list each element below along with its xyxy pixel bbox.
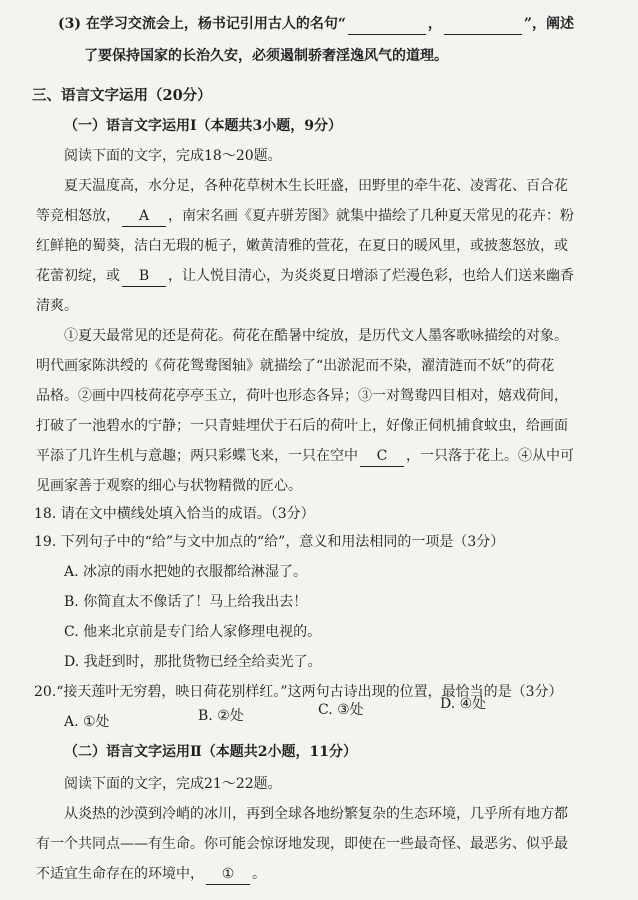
section-heading: 三、语言文字运用（20分） [32,87,212,104]
question-19-stem: 19. 下列句子中的“给”与文中加点的“给”，意义和用法相同的一项是（3分） [34,534,505,550]
p2-line-1: ①夏天最常见的还是荷花。荷花在酷暑中绽放，是历代文人墨客歌咏描绘的对象。 [64,328,568,344]
blank-c: C [360,446,404,467]
p3-line-3: 不适宜生命存在的环境中， ① 。 [36,864,266,885]
p2-line-5: 平添了几许生机与意趣；两只彩蝶飞来，一只在空中 C ，一只落于花上。④从中可 [36,446,574,467]
p3-line-2: 有一个共同点——有生命。你可能会惊讶地发现，即使在一些最奇怪、最恶劣、似乎最 [36,836,568,852]
q3-line-1 [58,14,574,35]
q3-blank-1 [348,14,426,35]
question-20-option-d: D. ④处 [440,696,487,712]
subsection-1-heading: （一）语言文字运用Ⅰ（本题共3小题，9分） [64,118,343,134]
question-19-option-b: B. 你简直太不像话了！马上给我出去！ [64,594,308,610]
p1-line-5: 清爽。 [36,298,78,314]
q3-text-b: ”，阐述 [523,16,574,32]
blank-1: ① [206,864,250,885]
question-18: 18. 请在文中横线处填入恰当的成语。（3分） [34,506,315,522]
blank-b: B [122,266,166,287]
question-20-stem: 20.“接天莲叶无穷碧，映日荷花别样红。”这两句古诗出现的位置，最恰当的是（3分） [34,684,563,700]
question-19-option-d: D. 我赶到时，那批货物已经全给卖光了。 [64,654,322,670]
q3-text-a: (3) 在学习交流会上，杨书记引用古人的名句“ [58,16,346,32]
reading-intro-1: 阅读下面的文字，完成18～20题。 [64,148,282,164]
p2-line-2: 明代画家陈洪绶的《荷花鸳鸯图轴》就描绘了“出淤泥而不染，濯清涟而不妖”的荷花 [36,358,555,374]
reading-intro-2: 阅读下面的文字，完成21～22题。 [64,776,282,792]
p2-line-3: 品格。②画中四枝荷花亭亭玉立，荷叶也形态各异；③一对鸳鸯四目相对，嬉戏荷间， [36,388,568,404]
p1-line-3: 红鲜艳的蜀葵，洁白无瑕的栀子，嫩黄清雅的萱花，在夏日的暖风里，或披葱怒放，或 [36,238,568,254]
q3-blank-2 [444,14,522,35]
q3-text-mid: ， [427,16,442,32]
q3-line-2: 了要保持国家的长治久安，必须遏制骄奢淫逸风气的道理。 [84,48,448,64]
question-20-option-b: B. ②处 [198,708,244,724]
p1-line-1: 夏天温度高，水分足，各种花草树木生长旺盛，田野里的牵牛花、凌霄花、百合花 [64,178,568,194]
p3-line-1: 从炎热的沙漠到冷峭的冰川，再到全球各地纷繁复杂的生态环境，几乎所有地方都 [64,806,568,822]
question-19-option-c: C. 他来北京前是专门给人家修理电视的。 [64,624,322,640]
p2-line-6: 见画家善于观察的细心与状物精微的匠心。 [36,478,302,494]
question-20-option-c: C. ③处 [318,702,364,718]
p1-line-4: 花蕾初绽，或 B ，让人悦目清心，为炎炎夏日增添了烂漫色彩，也给人们送来幽香 [36,266,574,287]
subsection-2-heading: （二）语言文字运用Ⅱ（本题共2小题，11分） [64,744,358,760]
blank-a: A [122,206,166,227]
question-19-option-a: A. 冰凉的雨水把她的衣服都给淋湿了。 [64,564,308,580]
p1-line-2: 等竞相怒放， A ，南宋名画《夏卉骈芳图》就集中描绘了几种夏天常见的花卉：粉 [36,206,574,227]
p2-line-4: 打破了一池碧水的宁静；一只青蛙埋伏于石后的荷叶上，好像正伺机捕食蚊虫，给画面 [36,418,568,434]
question-20-option-a: A. ①处 [64,714,110,730]
